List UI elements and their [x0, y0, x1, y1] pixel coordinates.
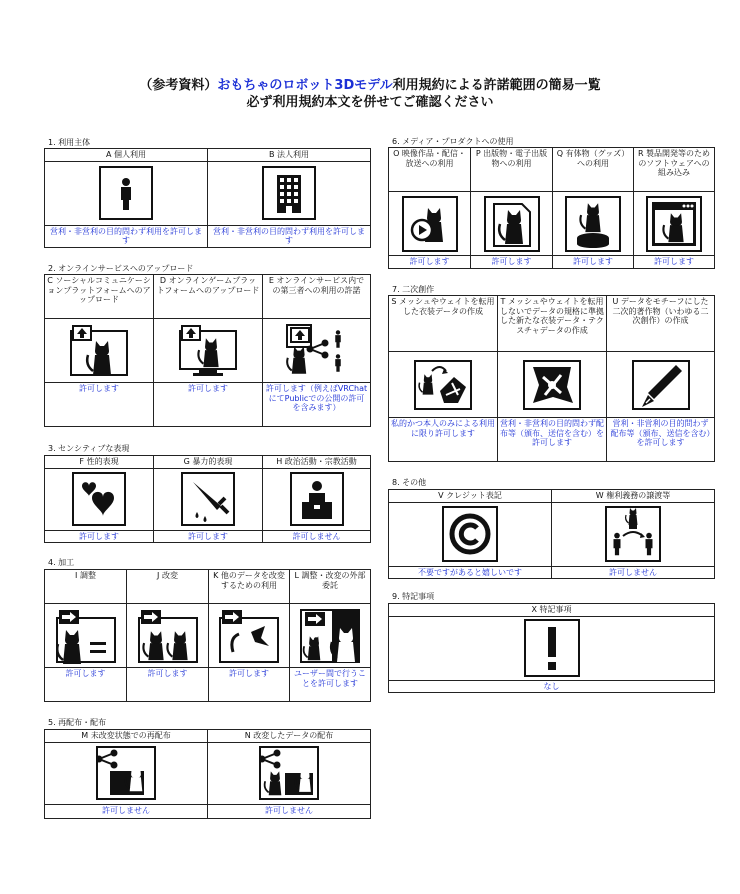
- section-label-sensitive: 3. センシティブな表現: [48, 444, 130, 453]
- result-modify-other: 許可します: [209, 668, 290, 702]
- table-online-upload: [44, 274, 371, 427]
- exclamation-icon: [524, 619, 580, 677]
- header-social-upload: C ソーシャルコミュニケーションプラットフォームへのアップロード: [45, 275, 154, 319]
- publication-icon: [484, 196, 540, 252]
- hearts-icon: [72, 472, 126, 526]
- table-other: [388, 489, 715, 579]
- cell-icon-software: [634, 192, 715, 256]
- header-modify: J 改変: [127, 570, 209, 604]
- software-window-icon: [646, 196, 702, 252]
- result-costume-mesh: 私的かつ本人のみによる利用に限り許可します: [389, 418, 498, 462]
- cell-icon-rights-transfer: [552, 502, 715, 566]
- result-unmodified-redistribution: 許可しません: [45, 804, 208, 818]
- result-outsource: ユーザー間で行うことを許可します: [290, 668, 371, 702]
- section-label-online-upload: 2. オンラインサービスへのアップロード: [48, 264, 194, 273]
- header-new-costume: T メッシュやウェイトを転用しないでデータの規格に準拠した新たな衣装データ・テクスチャデータの作成: [498, 296, 607, 352]
- result-notes: なし: [389, 680, 715, 693]
- table-derivative: [388, 295, 715, 462]
- figure-goods-icon: [565, 196, 621, 252]
- result-video: 許可します: [389, 256, 471, 269]
- cell-icon-credit: [389, 502, 552, 566]
- cell-icon-adjust: [45, 604, 127, 668]
- result-new-costume: 営利・非営利の目的問わず配布等（頒布、送信を含む）を許可します: [498, 418, 607, 462]
- header-game-upload: D オンラインゲームプラットフォームへのアップロード: [154, 275, 263, 319]
- adjust-icon: [56, 608, 116, 664]
- result-adjust: 許可します: [45, 668, 127, 702]
- header-modified-distribution: N 改変したデータの配布: [208, 730, 371, 743]
- modify-other-icon: [219, 608, 279, 664]
- cell-icon-violent: [154, 468, 263, 530]
- cell-icon-new-costume: [498, 352, 607, 418]
- pen-nib-icon: [632, 357, 690, 413]
- result-modified-distribution: 許可しません: [208, 804, 371, 818]
- header-outsource: L 調整・改変の外部委託: [290, 570, 371, 604]
- cell-icon-modify-other: [209, 604, 290, 668]
- header-violent: G 暴力的表現: [154, 456, 263, 469]
- section-label-usage-subject: 1. 利用主体: [48, 138, 91, 147]
- result-social-upload: 許可します: [45, 383, 154, 427]
- header-personal-use: A 個人利用: [45, 149, 208, 162]
- header-sexual: F 性的表現: [45, 456, 154, 469]
- section-label-media: 6. メディア・プロダクトへの使用: [392, 137, 514, 146]
- cell-icon-video: [389, 192, 471, 256]
- cell-icon-costume-mesh: [389, 352, 498, 418]
- result-political: 許可しません: [263, 530, 371, 543]
- header-political: H 政治活動・宗教活動: [263, 456, 371, 469]
- game-upload-icon: [179, 323, 237, 379]
- header-unmodified-redistribution: M 未改変状態での再配布: [45, 730, 208, 743]
- third-party-share-icon: [286, 323, 348, 379]
- model-name: おもちゃのロボット3Dモデル: [217, 78, 393, 93]
- outsource-icon: [300, 608, 360, 664]
- table-redistribution: [44, 729, 371, 819]
- result-fanwork: 営利・非営利の目的問わず配布等（頒布、送信を含む）を許可します: [607, 418, 715, 462]
- cell-icon-corporate: [208, 161, 371, 225]
- result-personal-use: 営利・非営利の目的問わず利用を許可します: [45, 225, 208, 247]
- cell-icon-fanwork: [607, 352, 715, 418]
- result-sexual: 許可します: [45, 530, 154, 543]
- result-publication: 許可します: [471, 256, 553, 269]
- podium-icon: [290, 472, 344, 526]
- table-processing: [44, 569, 371, 702]
- section-label-processing: 4. 加工: [48, 558, 75, 567]
- cell-icon-publication: [471, 192, 553, 256]
- header-adjust: I 調整: [45, 570, 127, 604]
- header-corporate-use: B 法人利用: [208, 149, 371, 162]
- new-costume-icon: [523, 357, 581, 413]
- costume-transfer-icon: [414, 357, 472, 413]
- distribute-modified-icon: [259, 745, 319, 801]
- table-usage-subject: [44, 148, 371, 248]
- header-notes: X 特記事項: [389, 604, 715, 617]
- result-corporate-use: 営利・非営利の目的問わず利用を許可します: [208, 225, 371, 247]
- section-label-other: 8. その他: [392, 478, 427, 487]
- cell-icon-modify: [127, 604, 209, 668]
- table-media: [388, 147, 715, 269]
- page-title: （参考資料）おもちゃのロボット3Dモデル利用規約による許諾範囲の簡易一覧 必ず利用規約本文を併せてご確認ください: [139, 78, 601, 110]
- result-game-upload: 許可します: [154, 383, 263, 427]
- section-label-notes: 9. 特記事項: [392, 592, 435, 601]
- cell-icon-political: [263, 468, 371, 530]
- header-credit: V クレジット表記: [389, 490, 552, 503]
- redistribute-icon: [96, 745, 156, 801]
- table-notes: [388, 603, 715, 693]
- rights-transfer-icon: [605, 506, 661, 562]
- knife-icon: [181, 472, 235, 526]
- header-third-party-license: E オンラインサービス内での第三者への利用の許諾: [263, 275, 371, 319]
- cell-icon-outsource: [290, 604, 371, 668]
- cell-icon-game: [154, 319, 263, 383]
- cell-icon-unmodified: [45, 742, 208, 804]
- copyright-icon: [442, 506, 498, 562]
- cell-icon-notes: [389, 616, 715, 680]
- result-third-party-license: 許可します（例えばVRChatにてPublicでの公開の許可を含みます）: [263, 383, 371, 427]
- table-sensitive: [44, 455, 371, 543]
- result-goods: 許可します: [553, 256, 634, 269]
- header-fanwork: U データをモチーフにした二次的著作物（いわゆる二次創作）の作成: [607, 296, 715, 352]
- social-upload-icon: [70, 323, 128, 379]
- cell-icon-goods: [553, 192, 634, 256]
- header-goods: Q 有体物（グッズ）への利用: [553, 148, 634, 192]
- result-violent: 許可します: [154, 530, 263, 543]
- cell-icon-social: [45, 319, 154, 383]
- cell-icon-modified: [208, 742, 371, 804]
- video-play-icon: [402, 196, 458, 252]
- result-rights-transfer: 許可しません: [552, 566, 715, 579]
- result-software: 許可します: [634, 256, 715, 269]
- person-icon: [99, 166, 153, 220]
- cell-icon-third-party: [263, 319, 371, 383]
- header-publication: P 出版物・電子出版物への利用: [471, 148, 553, 192]
- header-video: O 映像作品・配信・放送への利用: [389, 148, 471, 192]
- cell-icon-sexual: [45, 468, 154, 530]
- building-icon: [262, 166, 316, 220]
- section-label-redistribution: 5. 再配布・配布: [48, 718, 107, 727]
- modify-icon: [138, 608, 198, 664]
- header-rights-transfer: W 権利義務の譲渡等: [552, 490, 715, 503]
- result-modify: 許可します: [127, 668, 209, 702]
- header-modify-other: K 他のデータを改変するための利用: [209, 570, 290, 604]
- section-label-derivative: 7. 二次創作: [392, 285, 435, 294]
- cell-icon-personal: [45, 161, 208, 225]
- header-costume-mesh: S メッシュやウェイトを転用した衣装データの作成: [389, 296, 498, 352]
- result-credit: 不要ですがあると嬉しいです: [389, 566, 552, 579]
- header-software: R 製品開発等のためのソフトウェアへの組み込み: [634, 148, 715, 192]
